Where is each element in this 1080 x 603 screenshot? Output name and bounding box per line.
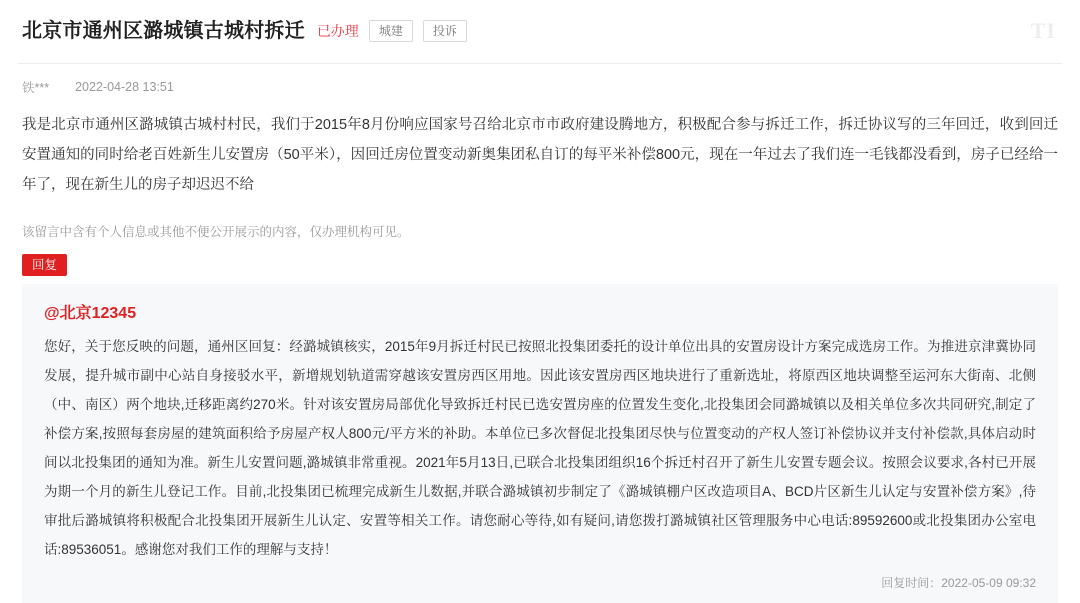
reply-time-label: 回复时间： bbox=[881, 576, 942, 590]
author-name: 铁*** bbox=[22, 81, 50, 95]
reply-content: 您好，关于您反映的问题，通州区回复：经潞城镇核实，2015年9月拆迁村民已按照北投集团委托的设计单位出具的安置房设计方案完成选房工作。为推进京津冀协同发展，提升城市副中心站自身接驳水平，新增规划轨道需穿越该安置房西区用地。因此该安置房西区地块进行了重新选址，将原西区地块调整至运河东大街南、北侧（中、南区）两个地块,迁移距离约270米。针对该安置房局部优化导致拆迁村民已选安置房座的位置发生变化,北投集团会同潞城镇以及相关单位多次共同研究,制定了补偿方案,按照每套房屋的建筑面积给予房屋产权人800元/平方米的补助。本单位已多次督促北投集团尽快与位置变动的产权人签订补偿协议并支付补偿款,具体启动时间以北投集团的通知为准。新生儿安置问题,潞城镇非常重视。2021年5月13日,已联合北投集团组织16个拆迁村召开了新生儿安置专题会议。按照会议要求,各村已开展为期一个月的新生儿登记工作。目前,北投集团已梳理完成新生儿数据,并联合潞城镇初步制定了《潞城镇棚户区改造项目A、BCD片区新生儿认定与安置补偿方案》,待审批后潞城镇将积极配合北投集团开展新生儿认定、安置等相关工作。请您耐心等待,如有疑问,请您拨打潞城镇社区管理服务中心电话:89592600或北投集团办公室电话:89536051。感谢您对我们工作的理解与支持！ bbox=[44, 339, 1036, 557]
reply-time bbox=[44, 564, 1036, 593]
reply-time-value: 2022-05-09 09:32 bbox=[941, 576, 1036, 590]
category-tag-complaint[interactable]: 投诉 bbox=[423, 20, 467, 42]
post-meta bbox=[18, 64, 1062, 96]
status-badge: 已办理 bbox=[316, 23, 359, 39]
post-content: 我是北京市通州区潞城镇古城村村民，我们于2015年8月份响应国家号召给北京市市政府建设腾地方，积极配合参与拆迁工作，拆迁协议写的三年回迁，收到回迁安置通知的同时给老百姓新生儿安置房（50平米），因回迁房位置变动新奥集团私自订的每平米补偿800元，现在一年过去了我们连一毛钱都没看到，房子已经给一年了，现在新生儿的房子却迟迟不给 bbox=[22, 117, 1058, 193]
watermark: TI bbox=[1030, 18, 1056, 43]
reply-card bbox=[22, 284, 1058, 603]
post-header bbox=[18, 0, 1062, 45]
post-datetime: 2022-04-28 13:51 bbox=[75, 80, 174, 94]
reply-badge-row bbox=[18, 242, 1062, 276]
reply-badge: 回复 bbox=[22, 254, 67, 276]
privacy-notice: 该留言中含有个人信息或其他不便公开展示的内容，仅办理机构可见。 bbox=[22, 225, 410, 239]
page-title: 北京市通州区潞城镇古城村拆迁 bbox=[22, 20, 305, 42]
category-tag-construction[interactable]: 城建 bbox=[369, 20, 413, 42]
reply-author: @北京12345 bbox=[44, 305, 137, 322]
